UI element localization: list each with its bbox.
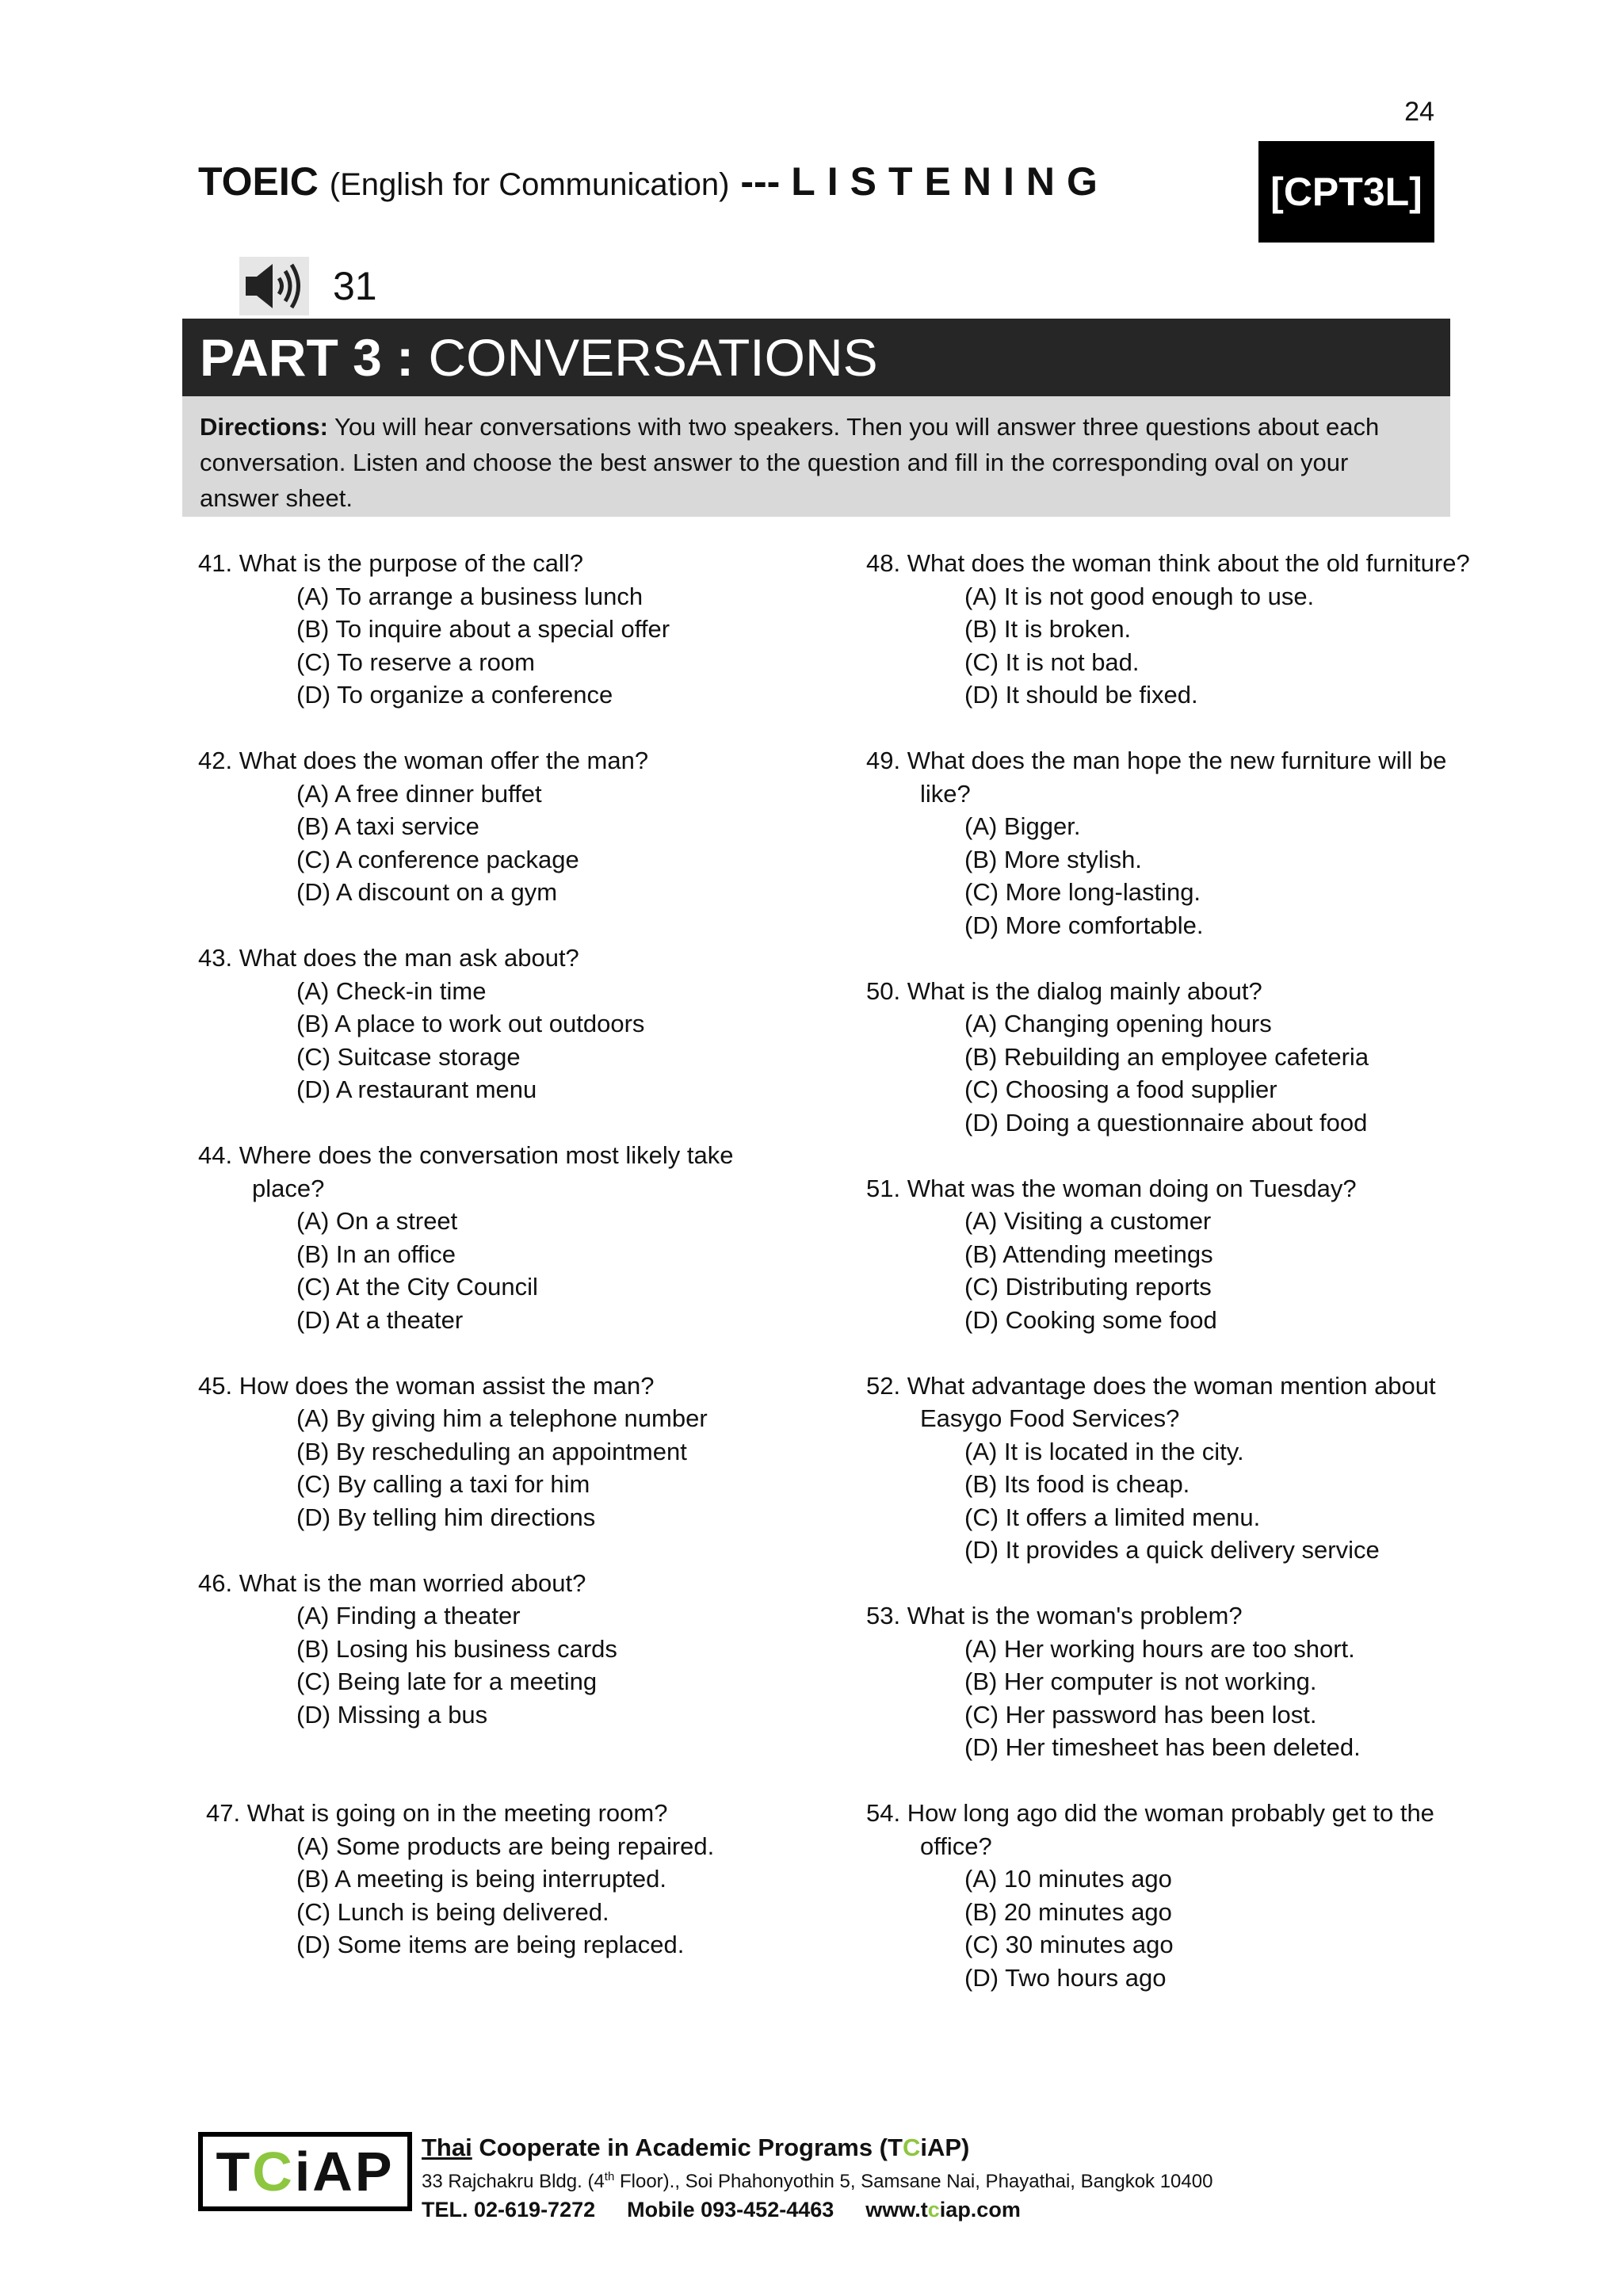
page-number: 24 bbox=[1404, 97, 1434, 127]
option-d: (D) Missing a bus bbox=[296, 1700, 488, 1729]
footer-text bbox=[422, 2132, 1212, 2224]
address-post: Floor)., Soi Phahonyothin 5, Samsane Nai, Phayathai, Bangkok 10400 bbox=[614, 2171, 1213, 2192]
org-thai: Thai bbox=[422, 2134, 472, 2161]
logo-i: i bbox=[294, 2141, 313, 2202]
web-post: iap.com bbox=[939, 2198, 1021, 2222]
option-c: (C) 30 minutes ago bbox=[964, 1931, 1174, 1958]
option-a: (A) Check-in time bbox=[296, 976, 487, 1005]
option-d: (D) By telling him directions bbox=[296, 1503, 596, 1531]
option-c: (C) Lunch is being delivered. bbox=[296, 1897, 609, 1926]
option-c: (C) Being late for a meeting bbox=[296, 1668, 598, 1695]
question-49 bbox=[866, 744, 1468, 942]
option-d: (D) Doing a questionnaire about food bbox=[964, 1108, 1368, 1137]
question-43 bbox=[198, 942, 880, 1106]
questions-left-column bbox=[198, 547, 880, 1994]
question-stem: 52. What advantage does the woman mention about Easygo Food Services? bbox=[866, 1371, 1436, 1432]
option-c: (C) Suitcase storage bbox=[296, 1042, 521, 1071]
contact-line bbox=[422, 2195, 1212, 2224]
logo-c: C bbox=[252, 2141, 295, 2202]
option-d: (D) Two hours ago bbox=[964, 1963, 1167, 1992]
option-a: (A) 10 minutes ago bbox=[964, 1865, 1172, 1893]
option-a: (A) By giving him a telephone number bbox=[296, 1404, 708, 1432]
tciap-logo bbox=[198, 2132, 412, 2211]
option-a: (A) A free dinner buffet bbox=[296, 779, 542, 808]
address-pre: 33 Rajchakru Bldg. (4 bbox=[422, 2171, 605, 2192]
option-c: (C) It offers a limited menu. bbox=[964, 1503, 1261, 1531]
option-b: (B) It is broken. bbox=[964, 615, 1132, 643]
option-b: (B) Rebuilding an employee cafeteria bbox=[964, 1042, 1369, 1071]
title-sub: (English for Communication) bbox=[329, 167, 730, 202]
mobile: Mobile 093-452-4463 bbox=[627, 2198, 834, 2222]
speaker-icon[interactable] bbox=[239, 257, 309, 315]
organization-name bbox=[422, 2132, 1212, 2164]
questions-right-column bbox=[866, 547, 1468, 2027]
part-name: CONVERSATIONS bbox=[428, 328, 878, 387]
option-b: (B) In an office bbox=[296, 1240, 456, 1268]
directions-text: You will hear conversations with two speakers. Then you will answer three questions about each conversation. Listen and choose the best answer to the question and fill in the corresponding oval on your answer sheet. bbox=[200, 413, 1380, 512]
org-c: C bbox=[902, 2134, 921, 2161]
question-54 bbox=[866, 1797, 1468, 1994]
question-stem: 50. What is the dialog mainly about? bbox=[866, 976, 1262, 1005]
option-c: (C) By calling a taxi for him bbox=[296, 1470, 590, 1498]
option-b: (B) More stylish. bbox=[964, 845, 1142, 873]
option-b: (B) By rescheduling an appointment bbox=[296, 1437, 687, 1465]
question-47 bbox=[206, 1797, 880, 1962]
org-end: iAP) bbox=[920, 2134, 970, 2161]
option-a: (A) Her working hours are too short. bbox=[964, 1634, 1355, 1663]
footer bbox=[198, 2132, 1434, 2222]
web-c: c bbox=[927, 2198, 940, 2222]
option-a: (A) To arrange a business lunch bbox=[296, 582, 643, 610]
question-stem: 47. What is going on in the meeting room? bbox=[206, 1799, 668, 1827]
address bbox=[422, 2164, 1212, 2195]
option-d: (D) Her timesheet has been deleted. bbox=[964, 1733, 1361, 1761]
option-d: (D) Some items are being replaced. bbox=[296, 1931, 685, 1958]
question-41 bbox=[198, 547, 880, 712]
option-a: (A) It is located in the city. bbox=[964, 1437, 1244, 1465]
header-title bbox=[198, 159, 1109, 204]
question-stem: 43. What does the man ask about? bbox=[198, 944, 579, 972]
part-heading bbox=[182, 319, 1450, 396]
question-stem: 51. What was the woman doing on Tuesday? bbox=[866, 1174, 1357, 1202]
directions-label: Directions: bbox=[200, 413, 328, 441]
logo-ap: AP bbox=[312, 2141, 395, 2202]
question-42 bbox=[198, 744, 880, 909]
question-48 bbox=[866, 547, 1468, 712]
question-stem: 41. What is the purpose of the call? bbox=[198, 549, 583, 577]
website-link[interactable] bbox=[865, 2198, 1021, 2222]
option-b: (B) 20 minutes ago bbox=[964, 1897, 1172, 1926]
option-c: (C) At the City Council bbox=[296, 1273, 538, 1301]
part-label: PART 3 : bbox=[200, 328, 414, 387]
question-45 bbox=[198, 1370, 880, 1534]
question-stem: 49. What does the man hope the new furniture will be like? bbox=[866, 747, 1447, 808]
question-stem: 42. What does the woman offer the man? bbox=[198, 747, 649, 774]
title-section: LISTENING bbox=[791, 159, 1109, 204]
question-stem: 44. Where does the conversation most likely take place? bbox=[198, 1141, 734, 1202]
question-46 bbox=[198, 1567, 880, 1732]
option-a: (A) Changing opening hours bbox=[964, 1010, 1272, 1037]
option-b: (B) Her computer is not working. bbox=[964, 1668, 1317, 1695]
option-d: (D) It provides a quick delivery service bbox=[964, 1536, 1380, 1564]
option-b: (B) Losing his business cards bbox=[296, 1634, 617, 1663]
question-50 bbox=[866, 975, 1468, 1140]
web-pre: www.t bbox=[865, 2198, 928, 2222]
audio-track bbox=[239, 257, 377, 315]
option-b: (B) A place to work out outdoors bbox=[296, 1010, 645, 1037]
question-52 bbox=[866, 1370, 1468, 1567]
title-main: TOEIC bbox=[198, 159, 319, 204]
option-d: (D) More comfortable. bbox=[964, 911, 1204, 939]
option-b: (B) To inquire about a special offer bbox=[296, 615, 670, 643]
question-53 bbox=[866, 1599, 1468, 1764]
question-stem: 46. What is the man worried about? bbox=[198, 1568, 586, 1597]
question-stem: 48. What does the woman think about the old furniture? bbox=[866, 549, 1470, 577]
option-b: (B) Attending meetings bbox=[964, 1240, 1213, 1268]
option-c: (C) Distributing reports bbox=[964, 1273, 1212, 1301]
option-c: (C) A conference package bbox=[296, 845, 579, 873]
option-a: (A) It is not good enough to use. bbox=[964, 582, 1315, 610]
question-51 bbox=[866, 1172, 1468, 1337]
option-b: (B) A meeting is being interrupted. bbox=[296, 1865, 666, 1893]
question-44 bbox=[198, 1139, 880, 1336]
question-stem: 53. What is the woman's problem? bbox=[866, 1602, 1243, 1629]
option-d: (D) It should be fixed. bbox=[964, 681, 1198, 709]
option-d: (D) At a theater bbox=[296, 1305, 464, 1334]
telephone: TEL. 02-619-7272 bbox=[422, 2198, 596, 2222]
org-rest: Cooperate in Academic Programs (T bbox=[472, 2134, 903, 2161]
option-c: (C) To reserve a room bbox=[296, 648, 535, 676]
option-b: (B) Its food is cheap. bbox=[964, 1470, 1190, 1498]
option-d: (D) A restaurant menu bbox=[296, 1075, 537, 1103]
course-code-badge: [CPT3L] bbox=[1258, 141, 1434, 243]
option-d: (D) To organize a conference bbox=[296, 681, 613, 709]
option-c: (C) More long-lasting. bbox=[964, 878, 1201, 906]
option-c: (C) Her password has been lost. bbox=[964, 1700, 1317, 1729]
directions-box bbox=[182, 396, 1450, 517]
header bbox=[198, 141, 1434, 244]
track-number: 31 bbox=[333, 264, 377, 308]
question-stem: 54. How long ago did the woman probably get to the office? bbox=[866, 1799, 1434, 1860]
option-a: (A) On a street bbox=[296, 1207, 458, 1235]
option-a: (A) Finding a theater bbox=[296, 1602, 521, 1629]
option-c: (C) Choosing a food supplier bbox=[964, 1075, 1277, 1103]
option-b: (B) A taxi service bbox=[296, 812, 479, 840]
logo-t: T bbox=[216, 2141, 253, 2202]
option-a: (A) Some products are being repaired. bbox=[296, 1832, 715, 1860]
option-a: (A) Visiting a customer bbox=[964, 1207, 1212, 1235]
question-stem: 45. How does the woman assist the man? bbox=[198, 1371, 655, 1400]
option-d: (D) Cooking some food bbox=[964, 1305, 1217, 1334]
option-c: (C) It is not bad. bbox=[964, 648, 1140, 676]
option-d: (D) A discount on a gym bbox=[296, 878, 558, 906]
title-dashes: --- bbox=[740, 159, 781, 204]
address-sup: th bbox=[604, 2170, 615, 2183]
option-a: (A) Bigger. bbox=[964, 812, 1081, 840]
